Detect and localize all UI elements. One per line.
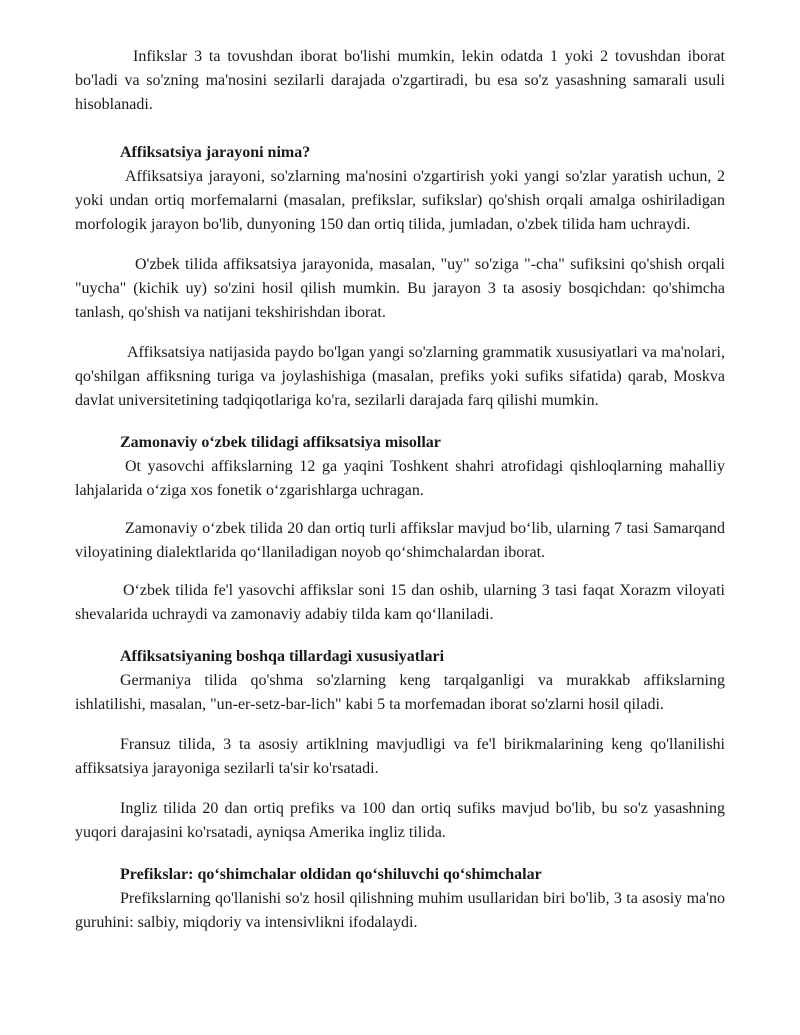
- paragraph-germaniya: Germaniya tilida qo'shma so'zlarning keng tarqalganligi va murakkab affikslarning ishlatilishi, masalan, "un-er-setz-bar-lich" kabi 5 ta morfemadan iborat so'zlarni hosil qiladi.: [75, 672, 725, 713]
- paragraph-grammatical-features: Affiksatsiya natijasida paydo bo'lgan yangi so'zlarning grammatik xususiyatlari va ma'nolari, qo'shilgan affiksning turiga va joylashishiga (masalan, prefiks yoki sufiks sifatida) qarab, Moskva davlat universitetining tadqiqotlariga ko'ra, sezilarli darajada farq qilishi mumkin.: [75, 344, 725, 409]
- heading-prefikslar: Prefikslar: qo‘shimchalar oldidan qo‘shiluvchi qo‘shimchalar: [120, 866, 542, 883]
- heading-zamonaviy-misollar: Zamonaviy o‘zbek tilidagi affiksatsiya misollar: [120, 434, 441, 451]
- document-page: [75, 45, 725, 935]
- paragraph-infikslar: Infikslar 3 ta tovushdan iborat bo'lishi mumkin, lekin odatda 1 yoki 2 tovushdan iborat bo'ladi va so'zning ma'nosini sezilarli darajada o'zgartiradi, bu esa so'z yasashning samarali usuli hisoblanadi.: [75, 48, 725, 113]
- paragraph-ingliz: Ingliz tilida 20 dan ortiq prefiks va 100 dan ortiq sufiks mavjud bo'lib, bu so'z yasashning yuqori darajasini ko'rsatadi, ayniqsa Amerika ingliz tilida.: [75, 800, 725, 841]
- paragraph-zamonaviy-affikslar: Zamonaviy o‘zbek tilida 20 dan ortiq turli affikslar mavjud bo‘lib, ularning 7 tasi Samarqand viloyatining dialektlarida qo‘llaniladigan noyob qo‘shimchalardan iborat.: [75, 520, 725, 561]
- paragraph-uzbek-example: O'zbek tilida affiksatsiya jarayonida, masalan, "uy" so'ziga "-cha" sufiksini qo'shish orqali "uycha" (kichik uy) so'zini hosil qilish mumkin. Bu jarayon 3 ta asosiy bosqichdan: qo'shimcha tanlash, qo'shish va natijani tekshirishdan iborat.: [75, 256, 725, 321]
- paragraph-ot-yasovchi: Ot yasovchi affikslarning 12 ga yaqini Toshkent shahri atrofidagi qishloqlarning mahalliy lahjalarida o‘ziga xos fonetik o‘zgarishlarga uchragan.: [75, 458, 725, 499]
- heading-affiksatsiya-jarayoni: Affiksatsiya jarayoni nima?: [120, 144, 311, 161]
- paragraph-fransuz: Fransuz tilida, 3 ta asosiy artiklning mavjudligi va fe'l birikmalarining keng qo'llanilishi affiksatsiya jarayoniga sezilarli ta'sir ko'rsatadi.: [75, 736, 725, 777]
- paragraph-fel-yasovchi: O‘zbek tilida fe'l yasovchi affikslar soni 15 dan oshib, ularning 3 tasi faqat Xorazm viloyati shevalarida uchraydi va zamonaviy adabiy tilda kam qo‘llaniladi.: [75, 582, 725, 623]
- heading-boshqa-tillar: Affiksatsiyaning boshqa tillardagi xususiyatlari: [120, 648, 445, 665]
- paragraph-affiksatsiya-definition: Affiksatsiya jarayoni, so'zlarning ma'nosini o'zgartirish yoki yangi so'zlar yaratish uchun, 2 yoki undan ortiq morfemalarni (masalan, prefikslar, sufikslar) qo'shish orqali amalga oshiriladigan morfologik jarayon bo'lib, dunyoning 150 dan ortiq tilida, jumladan, o'zbek tilida ham uchraydi.: [75, 168, 725, 233]
- paragraph-prefikslar: Prefikslarning qo'llanishi so'z hosil qilishning muhim usullaridan biri bo'lib, 3 ta asosiy ma'no guruhini: salbiy, miqdoriy va intensivlikni ifodalaydi.: [75, 890, 725, 931]
